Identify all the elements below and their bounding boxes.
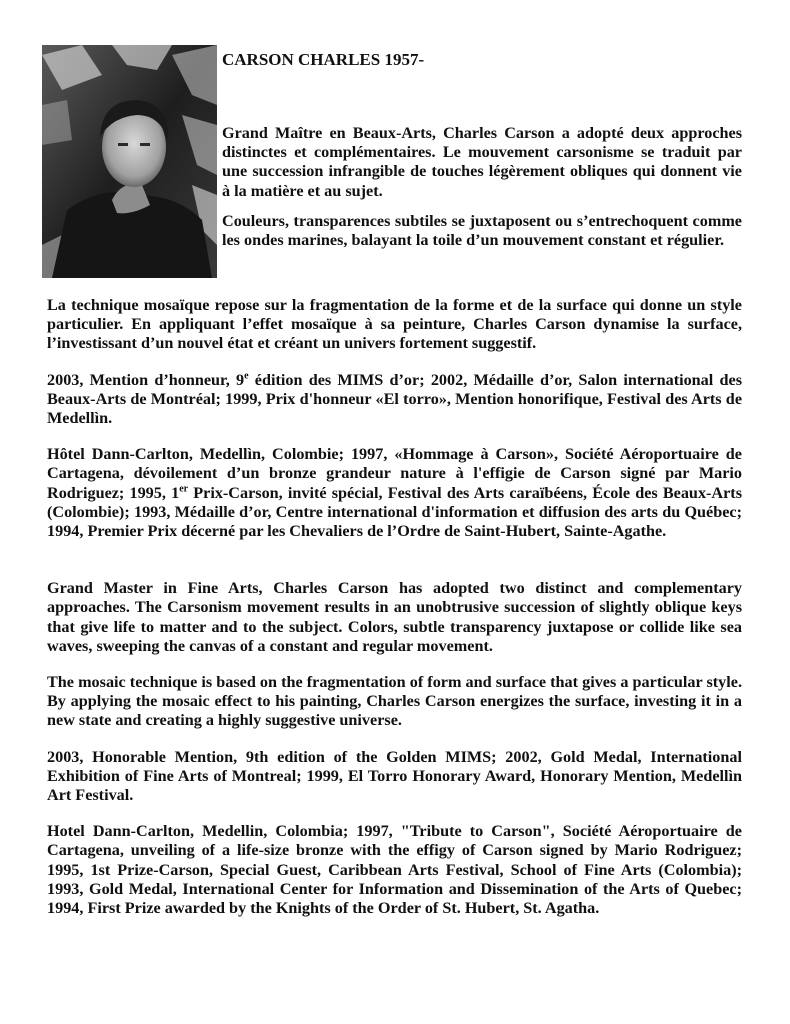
english-events-paragraph: Hotel Dann-Carlton, Medellin, Colombia; 1997, "Tribute to Carson", Société Aéroportuaire de Cartagena, unveiling of a life-size bronze with the effigy of Carson signed by Mario Rodriguez; 1995, 1st Prize-Carson, Special Guest, Caribbean Arts Festival, School of Fine Arts (Colombia); 1993, Gold Medal, International Center for Information and Dissemination of the Arts of Quebec; 1994, First Prize awarded by the Knights of the Order of St. Hubert, St. Agatha. — [47, 822, 742, 918]
english-mosaic-paragraph: The mosaic technique is based on the fragmentation of form and surface that gives a particular style. By applying the mosaic effect to his painting, Charles Carson energizes the surface, investing it in a new state and creating a highly suggestive universe. — [47, 673, 742, 730]
french-awards-text-2: édition des MIMS d’or; 2002, Médaille d’or, Salon international des Beaux-Arts de Montréal; 1999, Prix d'honneur «El torro», Mention honorifique, Festival des Arts de Medellìn. — [47, 370, 742, 428]
french-mosaic-paragraph: La technique mosaïque repose sur la fragmentation de la forme et de la surface qui donne un style particulier. En appliquant l’effet mosaïque à sa peinture, Charles Carson dynamise la surface, l’investissant d’un nouvel état et créant un univers fortement suggestif. — [47, 296, 742, 353]
ordinal-superscript: er — [179, 483, 189, 495]
artist-portrait-photo — [42, 45, 217, 278]
french-events-text-1: Hôtel Dann-Carlton, Medellìn, Colombie; 1997, «Hommage à Carson», Société Aéroportuaire de Cartagena, dévoilement d’un bronze grandeur nature à l'effigie de Carson signé par Mario Rodriguez; 1995, 1 — [47, 445, 742, 502]
french-events-text-2: Prix-Carson, invité spécial, Festival des Arts caraïbéens, École des Beaux-Arts (Colombie); 1993, Médaille d’or, Centre international d'information et diffusion des arts du Québec; 1994, Premier Prix décerné par les Chevaliers de l’Ordre de Saint-Hubert, Sainte-Agathe. — [47, 483, 742, 541]
biography-body — [47, 296, 742, 935]
ordinal-superscript: e — [244, 370, 249, 382]
french-awards-text-1: 2003, Mention d’honneur, 9 — [47, 370, 245, 389]
portrait-image — [42, 45, 217, 278]
french-intro — [222, 124, 742, 261]
french-events-paragraph — [47, 445, 742, 541]
french-intro-paragraph-1: Grand Maître en Beaux-Arts, Charles Carson a adopté deux approches distinctes et complémentaires. Le mouvement carsonisme se traduit par une succession infrangible de touches légèrement obliques qui donnent vie à la matière et au sujet. — [222, 124, 742, 200]
english-awards-paragraph: 2003, Honorable Mention, 9th edition of the Golden MIMS; 2002, Gold Medal, International Exhibition of Fine Arts of Montreal; 1999, El Torro Honorary Award, Honorary Mention, Medellìn Art Festival. — [47, 747, 742, 805]
english-intro-paragraph: Grand Master in Fine Arts, Charles Carson has adopted two distinct and complementary approaches. The Carsonism movement results in an unobtrusive succession of slightly oblique keys that give life to matter and to the subject. Colors, subtle transparency juxtapose or collide like sea waves, sweeping the canvas of a constant and regular movement. — [47, 579, 742, 655]
page-title: CARSON CHARLES 1957- — [222, 50, 425, 69]
french-intro-paragraph-2: Couleurs, transparences subtiles se juxtaposent ou s’entrechoquent comme les ondes marines, balayant la toile d’un mouvement constant et régulier. — [222, 211, 742, 250]
french-awards-paragraph — [47, 371, 742, 429]
